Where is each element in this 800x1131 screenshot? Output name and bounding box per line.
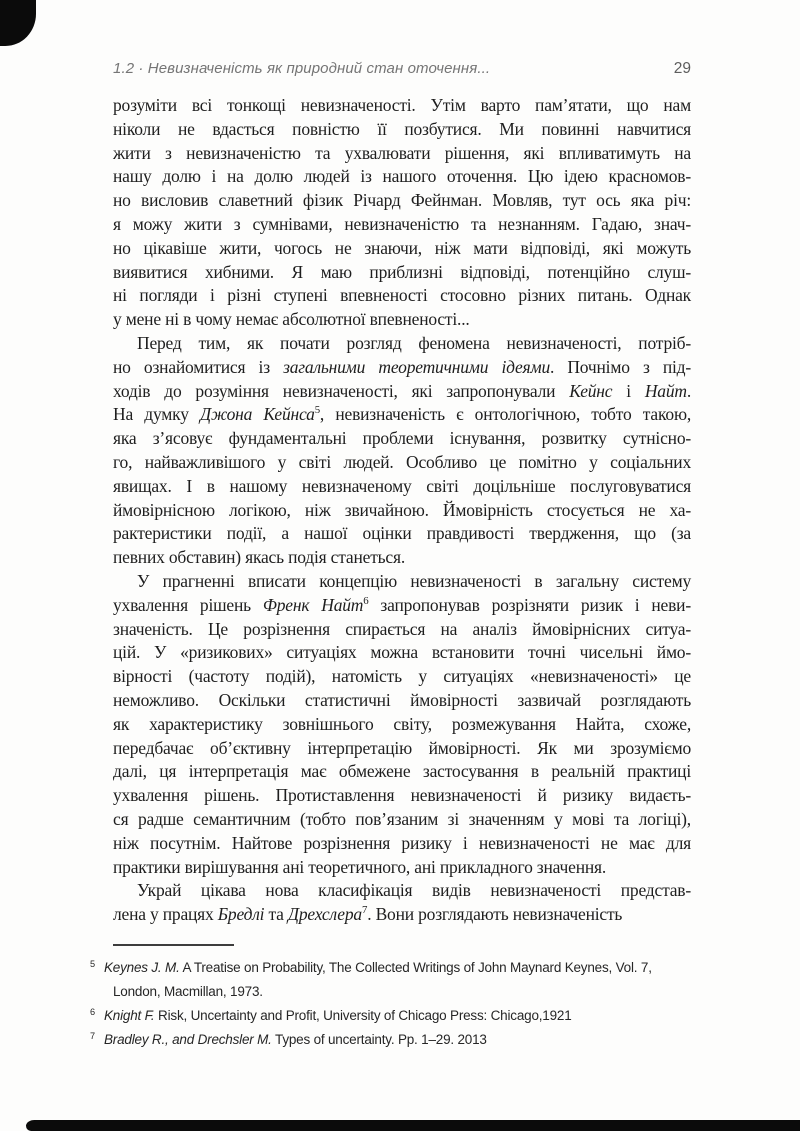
text-line: ухвалення рішень Френк Найт$^6$ запропонував розрізняти ризик і неви- bbox=[113, 594, 691, 615]
text-line: я можу жити з сумнівами, невизначеністю та незнанням. Гадаю, знач- bbox=[113, 213, 691, 234]
text-line: лена у працях Бредлі та Дрехслера$^7$. Вони розглядають невизначеність bbox=[113, 904, 623, 925]
text-line: ся радше семантичним (тобто пов’язаним зі значенням у мові та логіці), bbox=[113, 808, 691, 829]
paragraph bbox=[113, 879, 691, 927]
text-line: го, найважливішого у світі людей. Особливо це помітно у соціальних bbox=[113, 451, 691, 472]
footnote: $^6$ Knight F. Risk, Uncertainty and Profit, University of Chicago Press: Chicago,1921 bbox=[90, 1006, 572, 1023]
body-text bbox=[113, 94, 691, 927]
text-line: ухвалення рішень. Протиставлення невизначеності й ризику видаєть- bbox=[113, 785, 691, 806]
text-line: розуміти всі тонкощі невизначеності. Утім варто пам’ятати, що нам bbox=[113, 95, 691, 115]
paragraph bbox=[113, 94, 691, 332]
footnote: $^7$ Bradley R., and Drechsler M. Types of uncertainty. Pp. 1–29. 2013 bbox=[90, 1030, 487, 1047]
footnotes bbox=[90, 956, 716, 1052]
text-line: вірності (частоту подій), натомість у ситуаціях «невизначеності» це bbox=[113, 666, 691, 687]
text-line: жити з невизначеністю та ухвалювати рішення, які впливатимуть на bbox=[113, 142, 691, 163]
text-line: Перед тим, як почати розгляд феномена невизначеності, потріб- bbox=[137, 332, 691, 353]
text-line: цій. У «ризикових» ситуаціях можна встановити точні чисельні ймо- bbox=[113, 642, 691, 663]
text-line: виявитися хибними. Я маю приблизні відповіді, потенційно слуш- bbox=[113, 261, 691, 282]
page-number: 29 bbox=[673, 60, 691, 77]
text-line: ніж посутнім. Найтове розрізнення ризику і невизначеності не має для bbox=[113, 832, 691, 853]
scan-corner-artifact bbox=[0, 0, 36, 46]
text-line: як характеристику зовнішнього світу, розмежування Найта, схоже, bbox=[113, 713, 691, 734]
running-header bbox=[113, 60, 691, 78]
text-line: певних обставин) якась подія станеться. bbox=[113, 547, 406, 568]
text-line: значеність. Це розрізнення спирається на аналіз ймовірнісних ситуа- bbox=[113, 618, 691, 639]
text-line: но цікавіше жити, чогось не знаючи, ніж мати відповіді, які можуть bbox=[113, 237, 691, 258]
text-line: у мене ні в чому немає абсолютної впевненості... bbox=[113, 309, 470, 330]
text-line: ймовірнісною логікою, ніж звичайною. Ймовірність стосується не ха- bbox=[113, 499, 691, 520]
text-line: ні погляди і різні ступені впевненості стосовно різних питань. Однак bbox=[113, 285, 691, 306]
paragraph bbox=[113, 332, 691, 570]
text-line: явищах. І в нашому невизначеному світі доцільніше послуговуватися bbox=[113, 475, 691, 496]
text-line: яка з’ясовує фундаментальні проблеми існування, розвитку сутнісно- bbox=[113, 428, 691, 449]
text-line: рактеристики події, а нашої оцінки правдивості твердження, що (за bbox=[113, 523, 691, 544]
footnote-separator bbox=[113, 944, 234, 946]
paragraph bbox=[113, 570, 691, 879]
section-header-title: 1.2 · Невизначеність як природний стан оточення... bbox=[113, 60, 491, 77]
footnote: $^5$ Keynes J. M. A Treatise on Probability, The Collected Writings of John Maynard Keynes, Vol. 7, London, Macmillan, 1973. bbox=[90, 958, 652, 999]
text-line: На думку Джона Кейнса$^5$, невизначеність є онтологічною, тобто такою, bbox=[113, 404, 691, 425]
text-line: но ознайомитися із загальними теоретичними ідеями. Почнімо з під- bbox=[113, 356, 691, 377]
text-line: практики вирішування ані теоретичного, ані прикладного значення. bbox=[113, 856, 607, 877]
text-line: ніколи не вдасться повністю її позбутися. Ми повинні навчитися bbox=[113, 118, 691, 139]
text-line: неможливо. Оскільки статистичні ймовірності зазвичай розглядають bbox=[113, 689, 691, 710]
text-line: Украй цікава нова класифікація видів невизначеності представ- bbox=[137, 880, 691, 901]
text-line: нашу долю і на долю людей із нашого оточення. Цю ідею красномов- bbox=[113, 166, 691, 187]
text-line: У прагненні вписати концепцію невизначеності в загальну систему bbox=[137, 570, 691, 591]
text-line: передбачає об’єктивну інтерпретацію ймовірності. Як ми зрозуміємо bbox=[113, 737, 691, 758]
text-line: но висловив славетний фізик Річард Фейнман. Мовляв, тут ось яка річ: bbox=[113, 190, 691, 211]
scan-bottom-artifact bbox=[26, 1120, 800, 1131]
text-line: ходів до розуміння невизначеності, які запропонували Кейнс і Найт. bbox=[113, 380, 691, 401]
text-line: далі, ця інтерпретація має обмежене застосування в реальній практиці bbox=[113, 761, 691, 782]
